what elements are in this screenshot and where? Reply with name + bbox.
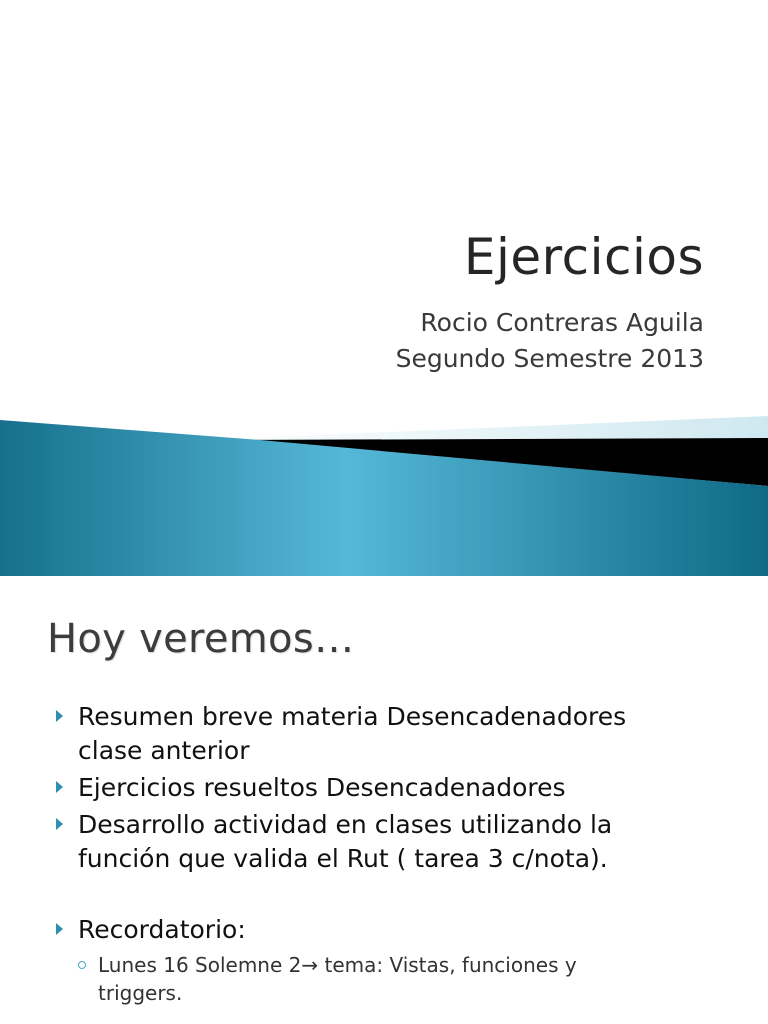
list-item xyxy=(52,771,752,805)
slide-title: Ejercicios xyxy=(463,228,704,286)
bullet-text-line: Desarrollo actividad en clases utilizando la xyxy=(78,810,613,839)
sub-list-item xyxy=(52,951,752,1007)
bullet-text-line: Resumen breve materia Desencadenadores xyxy=(78,702,627,731)
content-slide xyxy=(0,576,768,1024)
bullet-text-line: clase anterior xyxy=(78,736,250,765)
bullet-list xyxy=(52,700,752,1007)
sub-text-line: triggers. xyxy=(98,981,183,1005)
bullet-text-line: Ejercicios resueltos Desencadenadores xyxy=(78,773,566,802)
triangle-right-icon xyxy=(56,710,63,722)
list-item xyxy=(52,913,752,947)
decorative-wave-band xyxy=(0,400,768,576)
list-item xyxy=(52,700,752,768)
pale-band xyxy=(200,416,768,440)
sub-text-line: Lunes 16 Solemne 2→ tema: Vistas, funciones y xyxy=(98,953,577,977)
bullet-text-line: función que valida el Rut ( tarea 3 c/nota). xyxy=(78,844,608,873)
slide-subtitle xyxy=(396,305,704,377)
slide-heading: Hoy veremos… xyxy=(47,616,355,662)
circle-bullet-icon xyxy=(78,961,86,969)
triangle-right-icon xyxy=(56,923,63,935)
triangle-right-icon xyxy=(56,818,63,830)
semester-line: Segundo Semestre 2013 xyxy=(395,344,704,373)
list-item xyxy=(52,808,752,876)
reminder-label: Recordatorio: xyxy=(78,915,246,944)
triangle-right-icon xyxy=(56,781,63,793)
author-line: Rocio Contreras Aguila xyxy=(420,308,704,337)
